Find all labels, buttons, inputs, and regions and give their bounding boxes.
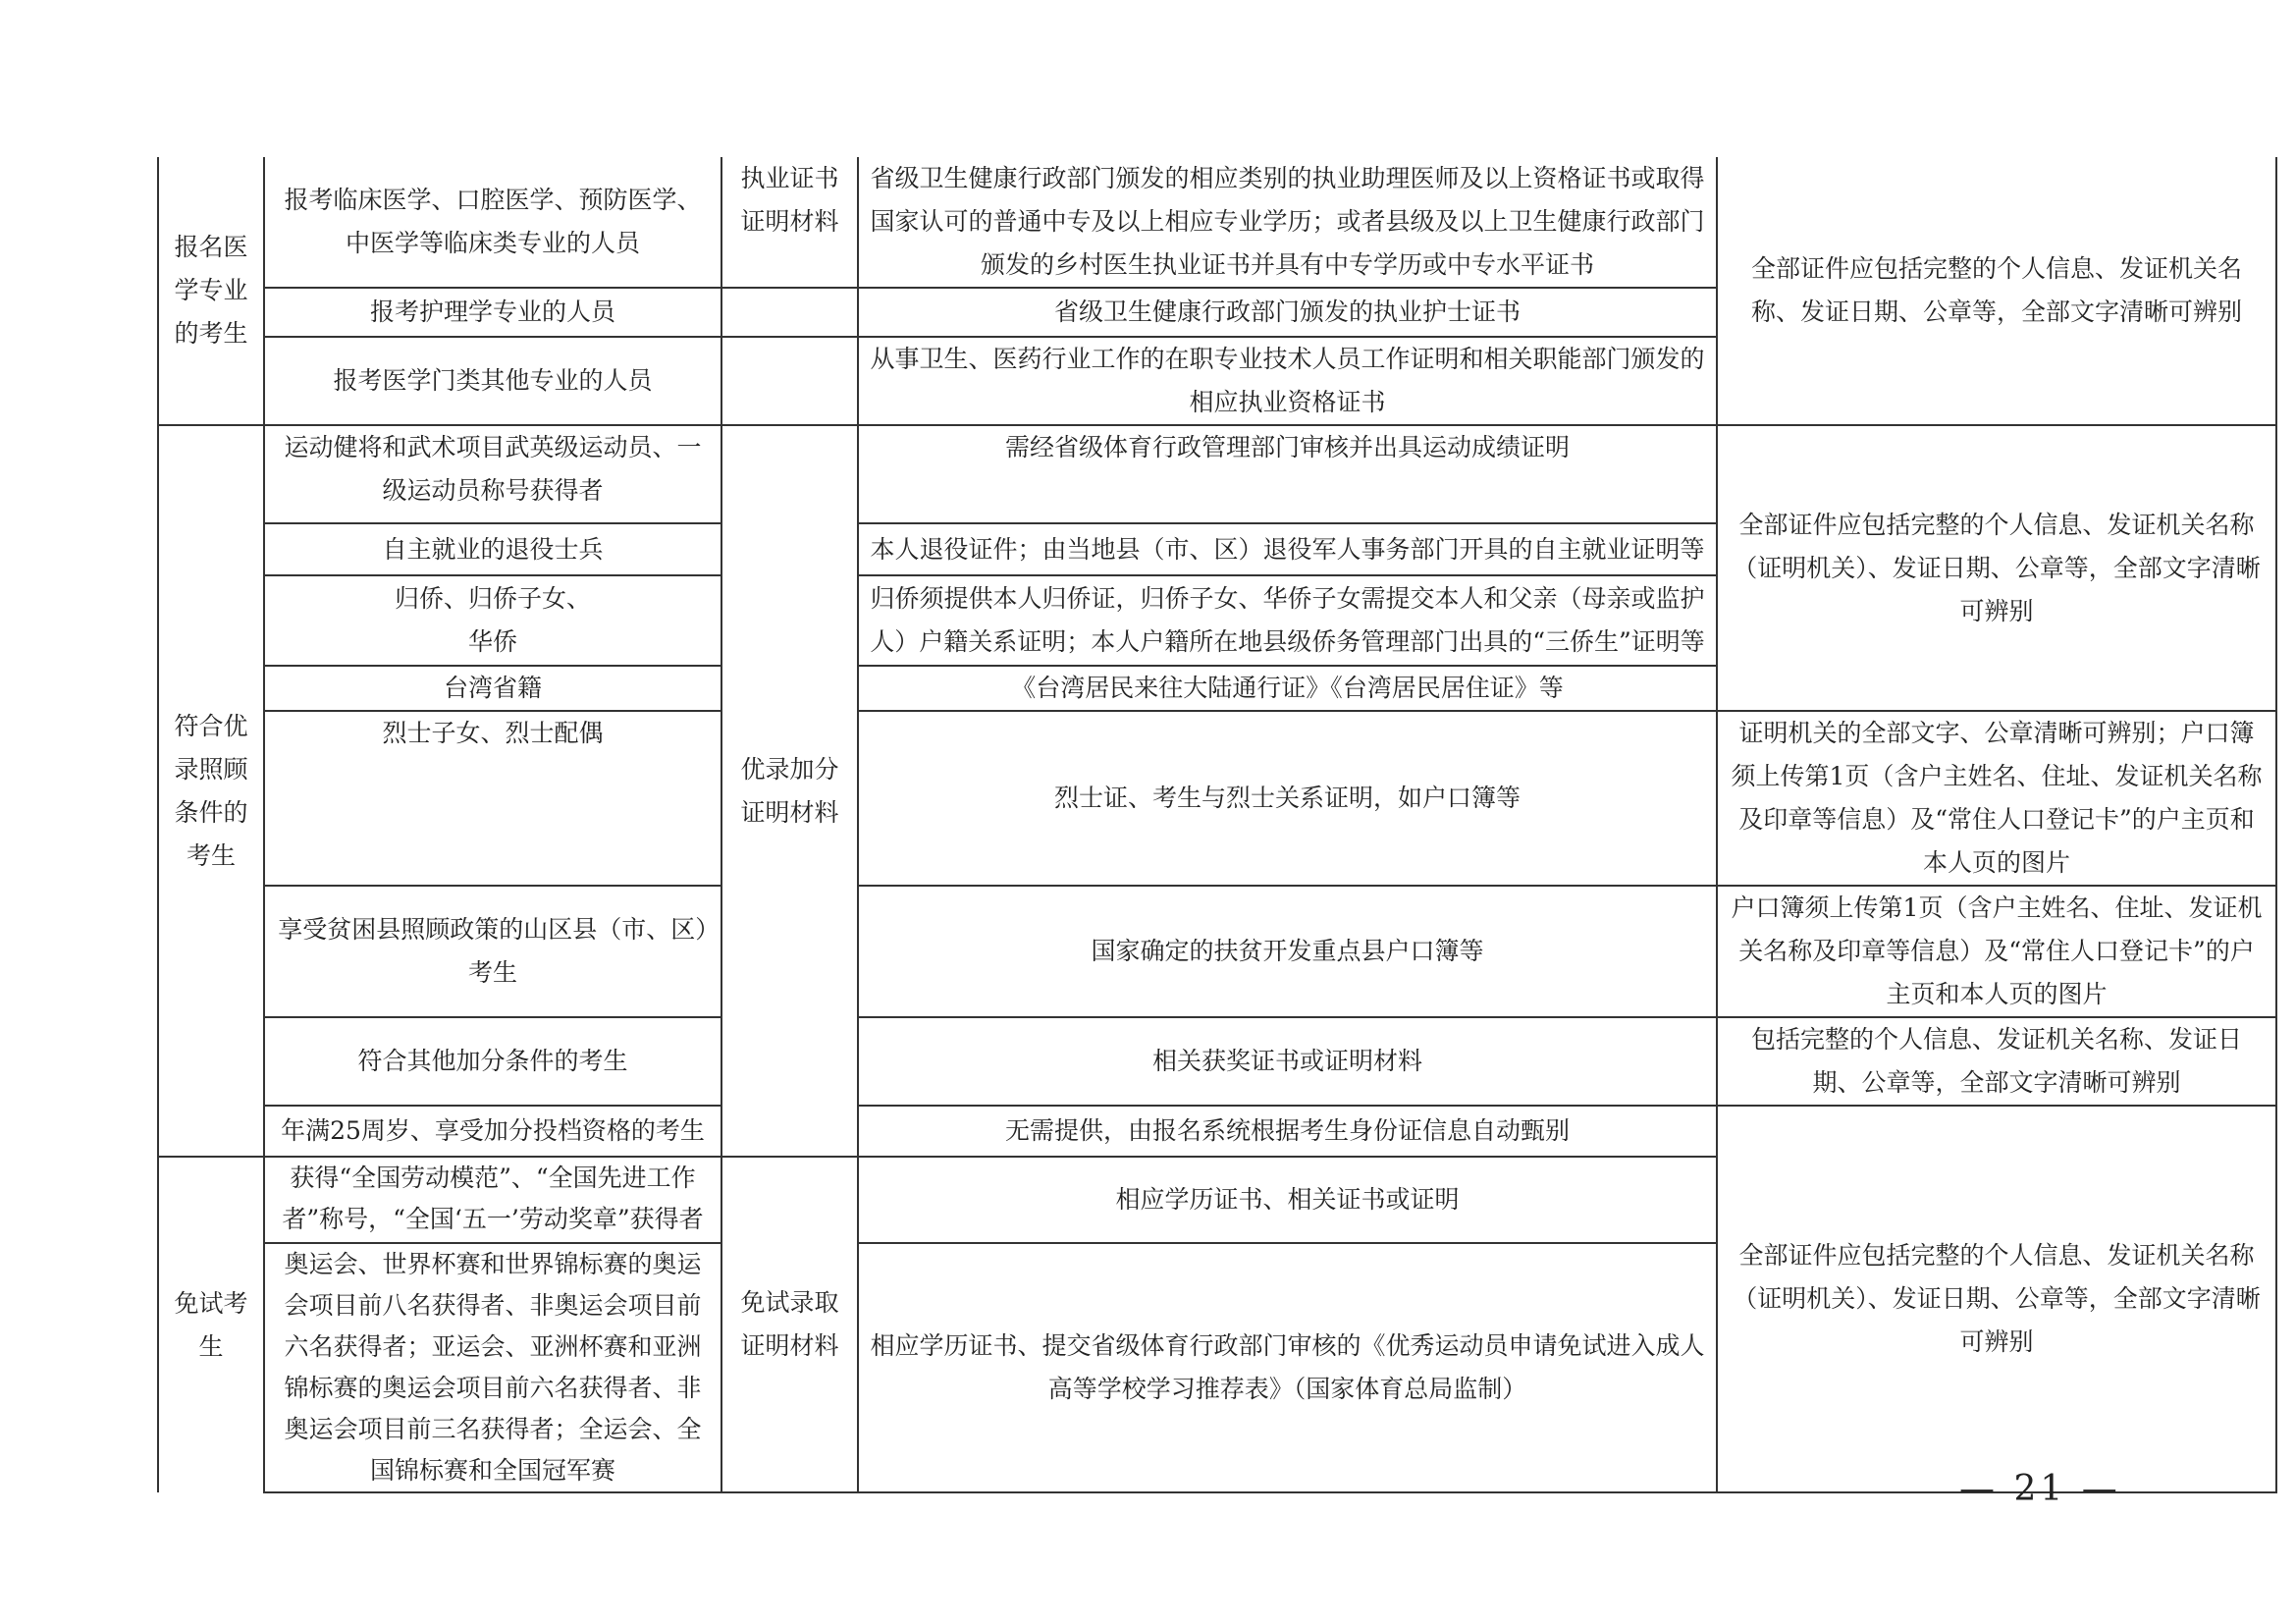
material-type-cell: 免试录取证明材料	[721, 1157, 858, 1492]
requirement-cell: 全部证件应包括完整的个人信息、发证机关名称、发证日期、公章等，全部文字清晰可辨别	[1717, 157, 2276, 425]
requirement-cell: 全部证件应包括完整的个人信息、发证机关名称（证明机关）、发证日期、公章等，全部文字清晰可辨别	[1717, 425, 2276, 711]
applicant-cell: 自主就业的退役士兵	[264, 523, 721, 575]
document-cell: 本人退役证件；由当地县（市、区）退役军人事务部门开具的自主就业证明等	[858, 523, 1717, 575]
page-number: — 21 —	[1959, 1469, 2121, 1509]
category-cell: 报名医学专业的考生	[158, 157, 264, 425]
applicant-cell: 报考护理学专业的人员	[264, 288, 721, 337]
table-row	[158, 425, 2276, 523]
applicant-line: 华侨	[467, 627, 517, 656]
applicant-cell: 奥运会、世界杯赛和世界锦标赛的奥运会项目前八名获得者、非奥运会项目前六名获得者；亚运会、亚洲杯赛和亚洲锦标赛的奥运会项目前六名获得者、非奥运会项目前三名获得者；全运会、全国锦标赛和全国冠军赛	[264, 1243, 721, 1492]
document-cell: 无需提供，由报名系统根据考生身份证信息自动甄别	[858, 1106, 1717, 1157]
applicant-cell: 报考医学门类其他专业的人员	[264, 337, 721, 425]
table-row	[158, 711, 2276, 886]
applicant-line: 归侨、归侨子女、	[394, 584, 591, 613]
document-cell: 相应学历证书、相关证书或证明	[858, 1157, 1717, 1243]
document-cell: 国家确定的扶贫开发重点县户口簿等	[858, 886, 1717, 1017]
applicant-cell: 享受贫困县照顾政策的山区县（市、区）考生	[264, 886, 721, 1017]
applicant-cell: 台湾省籍	[264, 666, 721, 711]
table-row	[158, 886, 2276, 1017]
material-type-cell-empty	[721, 337, 858, 425]
requirement-cell: 全部证件应包括完整的个人信息、发证机关名称（证明机关）、发证日期、公章等，全部文字清晰可辨别	[1717, 1106, 2276, 1492]
document-cell: 《台湾居民来往大陆通行证》《台湾居民居住证》等	[858, 666, 1717, 711]
document-cell: 需经省级体育行政管理部门审核并出具运动成绩证明	[858, 425, 1717, 523]
requirement-cell: 证明机关的全部文字、公章清晰可辨别；户口簿须上传第1页（含户主姓名、住址、发证机关名称及印章等信息）及“常住人口登记卡”的户主页和本人页的图片	[1717, 711, 2276, 886]
requirement-cell: 户口簿须上传第1页（含户主姓名、住址、发证机关名称及印章等信息）及“常住人口登记卡”的户主页和本人页的图片	[1717, 886, 2276, 1017]
document-cell: 归侨须提供本人归侨证，归侨子女、华侨子女需提交本人和父亲（母亲或监护人）户籍关系证明；本人户籍所在地县级侨务管理部门出具的“三侨生”证明等	[858, 575, 1717, 666]
document-cell: 相关获奖证书或证明材料	[858, 1017, 1717, 1106]
material-type-cell-empty	[721, 288, 858, 337]
material-type-cell: 优录加分证明材料	[721, 425, 858, 1157]
document-cell: 从事卫生、医药行业工作的在职专业技术人员工作证明和相关职能部门颁发的相应执业资格证书	[858, 337, 1717, 425]
applicant-cell: 报考临床医学、口腔医学、预防医学、中医学等临床类专业的人员	[264, 157, 721, 288]
applicant-cell: 运动健将和武术项目武英级运动员、一级运动员称号获得者	[264, 425, 721, 523]
table-row	[158, 1106, 2276, 1157]
document-cell: 省级卫生健康行政部门颁发的相应类别的执业助理医师及以上资格证书或取得国家认可的普通中专及以上相应专业学历；或者县级及以上卫生健康行政部门颁发的乡村医生执业证书并具有中专学历或中专水平证书	[858, 157, 1717, 288]
category-cell: 符合优录照顾条件的考生	[158, 425, 264, 1157]
applicant-cell: 获得“全国劳动模范”、“全国先进工作者”称号，“全国‘五一’劳动奖章”获得者	[264, 1157, 721, 1243]
table-row	[158, 1017, 2276, 1106]
requirement-cell: 包括完整的个人信息、发证机关名称、发证日期、公章等，全部文字清晰可辨别	[1717, 1017, 2276, 1106]
document-cell: 相应学历证书、提交省级体育行政部门审核的《优秀运动员申请免试进入成人高等学校学习推荐表》（国家体育总局监制）	[858, 1243, 1717, 1492]
document-cell: 烈士证、考生与烈士关系证明，如户口簿等	[858, 711, 1717, 886]
document-page	[157, 157, 2275, 1485]
category-cell: 免试考生	[158, 1157, 264, 1492]
applicant-cell: 年满25周岁、享受加分投档资格的考生	[264, 1106, 721, 1157]
applicant-cell: 烈士子女、烈士配偶	[264, 711, 721, 886]
table-row	[158, 157, 2276, 288]
applicant-cell	[264, 575, 721, 666]
applicant-cell: 符合其他加分条件的考生	[264, 1017, 721, 1106]
document-cell: 省级卫生健康行政部门颁发的执业护士证书	[858, 288, 1717, 337]
material-type-cell: 执业证书证明材料	[721, 157, 858, 288]
certificate-requirements-table	[157, 157, 2277, 1493]
